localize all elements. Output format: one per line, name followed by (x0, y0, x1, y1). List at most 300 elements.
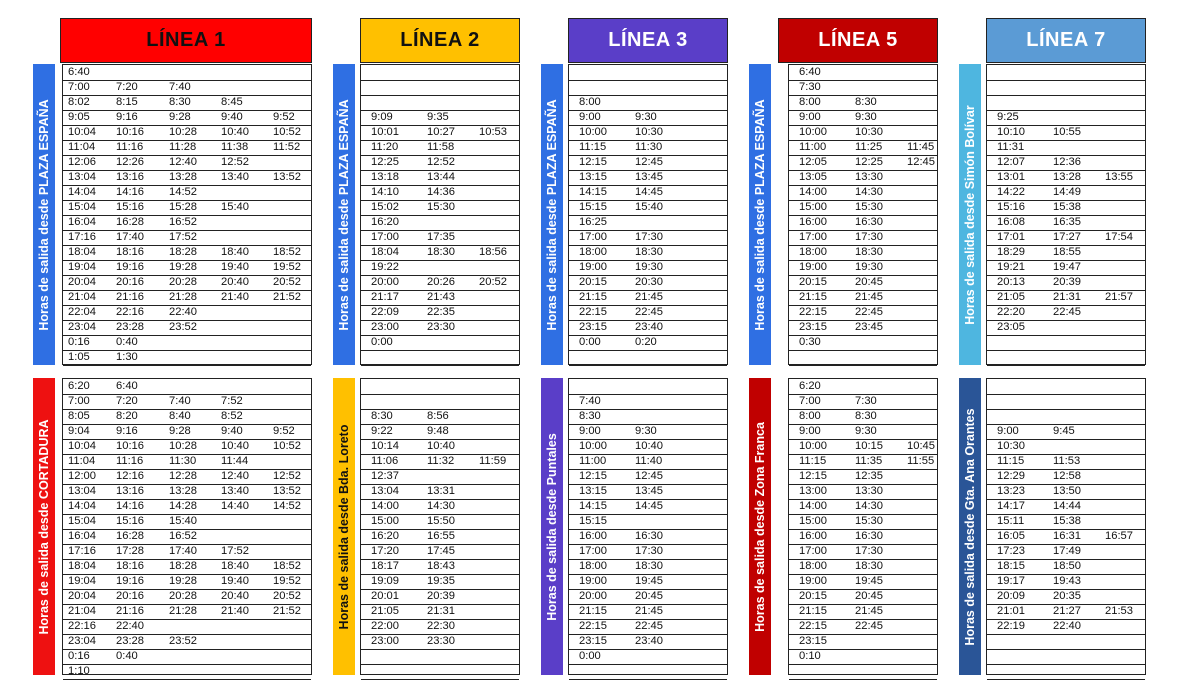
timetable-row (569, 275, 727, 291)
departure-time: 16:00 (799, 530, 827, 542)
departure-time: 22:35 (427, 306, 455, 318)
departure-time: 10:16 (116, 440, 144, 452)
timetable-row (987, 499, 1145, 515)
departure-time: 11:00 (799, 141, 827, 153)
departure-time: 14:49 (1053, 186, 1081, 198)
departure-time: 0:40 (116, 650, 138, 662)
departure-time: 21:04 (68, 291, 96, 303)
departure-time: 16:04 (68, 530, 96, 542)
departure-label (33, 64, 55, 365)
departure-time: 18:56 (479, 246, 507, 258)
timetable-row (789, 394, 937, 410)
departure-time: 9:22 (371, 425, 393, 437)
departure-time: 16:00 (799, 216, 827, 228)
departure-time: 14:40 (221, 500, 249, 512)
departure-time: 8:30 (371, 410, 393, 422)
departure-time: 10:30 (635, 126, 663, 138)
departure-time: 12:25 (371, 156, 399, 168)
departure-time: 16:52 (169, 216, 197, 228)
departure-time: 16:30 (855, 530, 883, 542)
departure-time: 14:52 (273, 500, 301, 512)
departure-time: 16:55 (427, 530, 455, 542)
departure-time: 0:40 (116, 336, 138, 348)
timetable-row (361, 110, 519, 126)
departure-time: 23:15 (799, 321, 827, 333)
departure-time: 21:27 (1053, 605, 1081, 617)
timetable-row (361, 514, 519, 530)
timetable-row (361, 589, 519, 605)
timetable-row (569, 649, 727, 665)
departure-time: 9:35 (427, 111, 449, 123)
timetable-row (569, 454, 727, 470)
timetable-grid (568, 378, 728, 675)
departure-time: 15:15 (579, 201, 607, 213)
departure-time: 15:38 (1053, 201, 1081, 213)
timetable-row (569, 529, 727, 545)
timetable-row (987, 110, 1145, 126)
timetable-row (63, 544, 311, 560)
departure-time: 7:20 (116, 395, 138, 407)
departure-time: 21:43 (427, 291, 455, 303)
timetable-row (361, 544, 519, 560)
departure-time: 18:28 (169, 246, 197, 258)
timetable-row (361, 335, 519, 351)
departure-time: 0:00 (579, 336, 601, 348)
timetable-row (789, 649, 937, 665)
departure-time: 8:15 (116, 96, 138, 108)
departure-time: 13:16 (116, 485, 144, 497)
departure-time: 10:00 (579, 440, 607, 452)
departure-time: 15:28 (169, 201, 197, 213)
timetable-row (63, 424, 311, 440)
timetable-row (63, 230, 311, 246)
departure-time: 16:57 (1105, 530, 1133, 542)
departure-time: 19:52 (273, 261, 301, 273)
departure-time: 18:04 (68, 246, 96, 258)
departure-time: 17:27 (1053, 231, 1081, 243)
departure-time: 16:35 (1053, 216, 1081, 228)
timetable-row (361, 230, 519, 246)
timetable-row (789, 424, 937, 440)
departure-time: 16:31 (1053, 530, 1081, 542)
departure-time: 9:16 (116, 111, 138, 123)
departure-time: 22:15 (579, 620, 607, 632)
departure-time: 16:05 (997, 530, 1025, 542)
timetable-row (361, 469, 519, 485)
timetable-row (63, 439, 311, 455)
timetable-row (789, 215, 937, 231)
departure-time: 9:52 (273, 425, 295, 437)
departure-time: 15:11 (997, 515, 1025, 527)
timetable-row (63, 335, 311, 351)
timetable-row (987, 649, 1145, 665)
timetable-row (789, 320, 937, 336)
departure-time: 11:52 (273, 141, 301, 153)
departure-time: 18:40 (221, 246, 249, 258)
timetable-row (63, 499, 311, 515)
departure-time: 21:15 (799, 605, 827, 617)
timetable-row (361, 170, 519, 186)
timetable-row (789, 634, 937, 650)
departure-time: 11:53 (1053, 455, 1081, 467)
timetable-row (63, 469, 311, 485)
departure-time: 22:20 (997, 306, 1025, 318)
timetable-row (789, 664, 937, 680)
departure-time: 21:45 (855, 291, 883, 303)
timetable-row (361, 394, 519, 410)
departure-time: 23:52 (169, 321, 197, 333)
timetable-row (361, 664, 519, 680)
timetable-row (987, 80, 1145, 96)
departure-time: 13:30 (855, 171, 883, 183)
departure-time: 1:30 (116, 351, 138, 363)
departure-time: 16:52 (169, 530, 197, 542)
departure-time: 12:36 (1053, 156, 1081, 168)
departure-time: 10:01 (371, 126, 399, 138)
timetable-row (361, 65, 519, 81)
timetable-row (361, 245, 519, 261)
departure-time: 19:40 (221, 575, 249, 587)
timetable-row (789, 619, 937, 635)
departure-time: 22:40 (116, 620, 144, 632)
timetable-row (789, 484, 937, 500)
departure-time: 20:39 (427, 590, 455, 602)
timetable-row (987, 245, 1145, 261)
departure-label (333, 64, 355, 365)
timetable-row (63, 379, 311, 395)
timetable-row (789, 110, 937, 126)
timetable-row (569, 95, 727, 111)
departure-time: 23:30 (427, 321, 455, 333)
departure-time: 15:02 (371, 201, 399, 213)
departure-time: 10:40 (221, 126, 249, 138)
timetable-row (987, 454, 1145, 470)
timetable-row (361, 305, 519, 321)
departure-time: 9:25 (997, 111, 1019, 123)
departure-time: 16:25 (579, 216, 607, 228)
departure-time: 11:59 (479, 455, 507, 467)
departure-time: 7:00 (799, 395, 821, 407)
departure-time: 11:06 (371, 455, 399, 467)
departure-time: 12:15 (579, 470, 607, 482)
timetable-row (63, 484, 311, 500)
departure-time: 7:00 (68, 395, 90, 407)
departure-time: 15:16 (997, 201, 1025, 213)
departure-time: 17:35 (427, 231, 455, 243)
departure-time: 10:30 (997, 440, 1025, 452)
departure-time: 23:00 (371, 635, 399, 647)
timetable-row (63, 619, 311, 635)
departure-time: 10:52 (273, 126, 301, 138)
timetable-row (63, 559, 311, 575)
departure-time: 18:04 (371, 246, 399, 258)
departure-time: 16:00 (579, 530, 607, 542)
departure-time: 13:18 (371, 171, 399, 183)
line-title: LÍNEA 2 (400, 29, 480, 51)
timetable-row (789, 185, 937, 201)
departure-time: 9:16 (116, 425, 138, 437)
departure-time: 20:01 (371, 590, 399, 602)
timetable-row (63, 170, 311, 186)
departure-time: 20:04 (68, 590, 96, 602)
departure-time: 10:00 (799, 440, 827, 452)
line-header-2 (360, 18, 520, 63)
timetable-grid (360, 64, 520, 365)
departure-time: 15:38 (1053, 515, 1081, 527)
departure-time: 8:02 (68, 96, 90, 108)
departure-time: 16:08 (997, 216, 1025, 228)
departure-time: 21:57 (1105, 291, 1133, 303)
departure-time: 9:30 (855, 111, 877, 123)
timetable-row (987, 619, 1145, 635)
departure-time: 11:45 (907, 141, 935, 153)
timetable-row (987, 290, 1145, 306)
departure-time: 13:30 (855, 485, 883, 497)
departure-time: 13:40 (221, 485, 249, 497)
timetable-row (789, 499, 937, 515)
departure-time: 19:21 (997, 261, 1025, 273)
departure-time: 21:05 (371, 605, 399, 617)
departure-time: 9:09 (371, 111, 393, 123)
timetable-row (789, 514, 937, 530)
departure-time: 16:28 (116, 530, 144, 542)
departure-time: 22:19 (997, 620, 1025, 632)
departure-time: 14:36 (427, 186, 455, 198)
timetable-row (569, 140, 727, 156)
timetable-row (63, 215, 311, 231)
timetable-grid (360, 378, 520, 675)
timetable-row (361, 215, 519, 231)
departure-time: 13:45 (635, 171, 663, 183)
departure-time: 21:40 (221, 291, 249, 303)
departure-time: 20:40 (221, 590, 249, 602)
timetable-grid (788, 64, 938, 365)
departure-time: 21:53 (1105, 605, 1133, 617)
departure-time: 9:30 (635, 111, 657, 123)
departure-time: 7:20 (116, 81, 138, 93)
departure-time: 22:16 (68, 620, 96, 632)
departure-time: 12:52 (427, 156, 455, 168)
timetable-row (789, 275, 937, 291)
departure-time: 12:00 (68, 470, 96, 482)
departure-time: 14:15 (579, 186, 607, 198)
departure-time: 0:30 (799, 336, 821, 348)
timetable-row (569, 65, 727, 81)
departure-time: 17:54 (1105, 231, 1133, 243)
departure-time: 11:15 (579, 141, 607, 153)
departure-time: 15:30 (855, 515, 883, 527)
departure-time: 23:15 (579, 321, 607, 333)
timetable-row (569, 290, 727, 306)
departure-time: 21:15 (579, 291, 607, 303)
departure-time: 21:40 (221, 605, 249, 617)
timetable-grid (62, 64, 312, 365)
departure-time: 19:09 (371, 575, 399, 587)
departure-time: 14:00 (799, 186, 827, 198)
timetable-row (361, 155, 519, 171)
departure-time: 17:23 (997, 545, 1025, 557)
departure-time: 13:15 (579, 171, 607, 183)
timetable-row (63, 185, 311, 201)
departure-time: 12:05 (799, 156, 827, 168)
timetable-row (789, 170, 937, 186)
timetable-row (569, 619, 727, 635)
departure-time: 18:50 (1053, 560, 1081, 572)
timetable-row (789, 155, 937, 171)
departure-time: 7:00 (68, 81, 90, 93)
departure-time: 10:14 (371, 440, 399, 452)
line-title: LÍNEA 7 (1026, 29, 1106, 51)
departure-label-text: Horas de salida desde Puntales (545, 432, 559, 621)
timetable-row (987, 305, 1145, 321)
timetable-row (987, 260, 1145, 276)
departure-time: 19:16 (116, 261, 144, 273)
departure-time: 20:45 (855, 276, 883, 288)
departure-time: 22:15 (579, 306, 607, 318)
departure-label-text: Horas de salida desde PLAZA ESPAÑA (37, 98, 51, 331)
departure-time: 18:30 (635, 560, 663, 572)
departure-time: 17:16 (68, 545, 96, 557)
departure-label (541, 64, 563, 365)
departure-label (333, 378, 355, 675)
departure-time: 10:40 (221, 440, 249, 452)
departure-time: 22:45 (1053, 306, 1081, 318)
departure-time: 11:16 (116, 455, 144, 467)
departure-time: 12:52 (273, 470, 301, 482)
line-header-4 (778, 18, 938, 63)
departure-time: 10:27 (427, 126, 455, 138)
timetable-row (789, 200, 937, 216)
timetable-row (63, 290, 311, 306)
timetable-row (789, 559, 937, 575)
timetable-row (789, 589, 937, 605)
departure-time: 9:05 (68, 111, 90, 123)
timetable-row (789, 350, 937, 366)
departure-time: 18:30 (427, 246, 455, 258)
departure-time: 11:25 (855, 141, 883, 153)
departure-time: 19:22 (371, 261, 399, 273)
timetable-row (789, 439, 937, 455)
departure-time: 10:53 (479, 126, 507, 138)
departure-time: 21:28 (169, 291, 197, 303)
departure-time: 11:20 (371, 141, 399, 153)
timetable-row (987, 379, 1145, 395)
departure-time: 18:15 (997, 560, 1025, 572)
departure-time: 19:00 (799, 575, 827, 587)
timetable-row (569, 484, 727, 500)
departure-time: 13:00 (799, 485, 827, 497)
timetable-row (987, 559, 1145, 575)
departure-time: 9:30 (855, 425, 877, 437)
timetable-row (361, 200, 519, 216)
departure-time: 15:40 (635, 201, 663, 213)
departure-time: 19:04 (68, 575, 96, 587)
departure-time: 20:00 (371, 276, 399, 288)
departure-time: 12:35 (855, 470, 883, 482)
line-title: LÍNEA 3 (608, 29, 688, 51)
departure-time: 18:28 (169, 560, 197, 572)
departure-time: 12:40 (221, 470, 249, 482)
departure-time: 13:05 (799, 171, 827, 183)
departure-time: 20:28 (169, 276, 197, 288)
timetable-row (361, 350, 519, 366)
timetable-row (987, 65, 1145, 81)
departure-label (959, 378, 981, 675)
departure-time: 10:52 (273, 440, 301, 452)
departure-time: 0:10 (799, 650, 821, 662)
departure-time: 20:15 (579, 276, 607, 288)
departure-time: 21:52 (273, 291, 301, 303)
timetable-grid (986, 378, 1146, 675)
timetable-row (789, 454, 937, 470)
timetable-row (569, 350, 727, 366)
departure-time: 22:04 (68, 306, 96, 318)
departure-time: 14:04 (68, 186, 96, 198)
timetable-row (361, 484, 519, 500)
departure-time: 7:40 (169, 395, 191, 407)
timetable-row (63, 80, 311, 96)
departure-label-text: Horas de salida desde Bda. Loreto (337, 424, 351, 629)
departure-time: 12:52 (221, 156, 249, 168)
departure-time: 13:15 (579, 485, 607, 497)
departure-time: 8:56 (427, 410, 449, 422)
departure-time: 14:30 (427, 500, 455, 512)
departure-time: 9:00 (997, 425, 1019, 437)
timetable-row (63, 65, 311, 81)
departure-time: 15:00 (371, 515, 399, 527)
departure-time: 7:40 (579, 395, 601, 407)
departure-time: 18:29 (997, 246, 1025, 258)
departure-time: 19:40 (221, 261, 249, 273)
departure-time: 22:45 (635, 620, 663, 632)
departure-time: 17:30 (635, 545, 663, 557)
departure-time: 17:00 (579, 545, 607, 557)
timetable-row (63, 155, 311, 171)
timetable-row (987, 230, 1145, 246)
timetable-row (569, 215, 727, 231)
departure-time: 17:00 (579, 231, 607, 243)
departure-time: 21:15 (799, 291, 827, 303)
timetable-row (63, 604, 311, 620)
departure-label (749, 64, 771, 365)
departure-time: 17:40 (116, 231, 144, 243)
timetable-row (987, 185, 1145, 201)
departure-time: 11:30 (635, 141, 663, 153)
departure-time: 17:30 (855, 545, 883, 557)
departure-time: 20:52 (479, 276, 507, 288)
timetable-row (361, 95, 519, 111)
departure-time: 17:28 (116, 545, 144, 557)
departure-time: 18:52 (273, 246, 301, 258)
departure-time: 22:00 (371, 620, 399, 632)
timetable-row (63, 245, 311, 261)
departure-time: 14:44 (1053, 500, 1081, 512)
timetable-row (987, 200, 1145, 216)
line-title: LÍNEA 1 (146, 29, 226, 51)
departure-time: 14:28 (169, 500, 197, 512)
timetable-row (361, 529, 519, 545)
departure-label (959, 64, 981, 365)
departure-time: 13:28 (169, 485, 197, 497)
departure-time: 8:20 (116, 410, 138, 422)
departure-time: 21:16 (116, 605, 144, 617)
departure-time: 20:40 (221, 276, 249, 288)
timetable-row (569, 110, 727, 126)
timetable-row (987, 439, 1145, 455)
departure-time: 11:04 (68, 455, 96, 467)
departure-time: 20:15 (799, 590, 827, 602)
departure-time: 10:40 (635, 440, 663, 452)
